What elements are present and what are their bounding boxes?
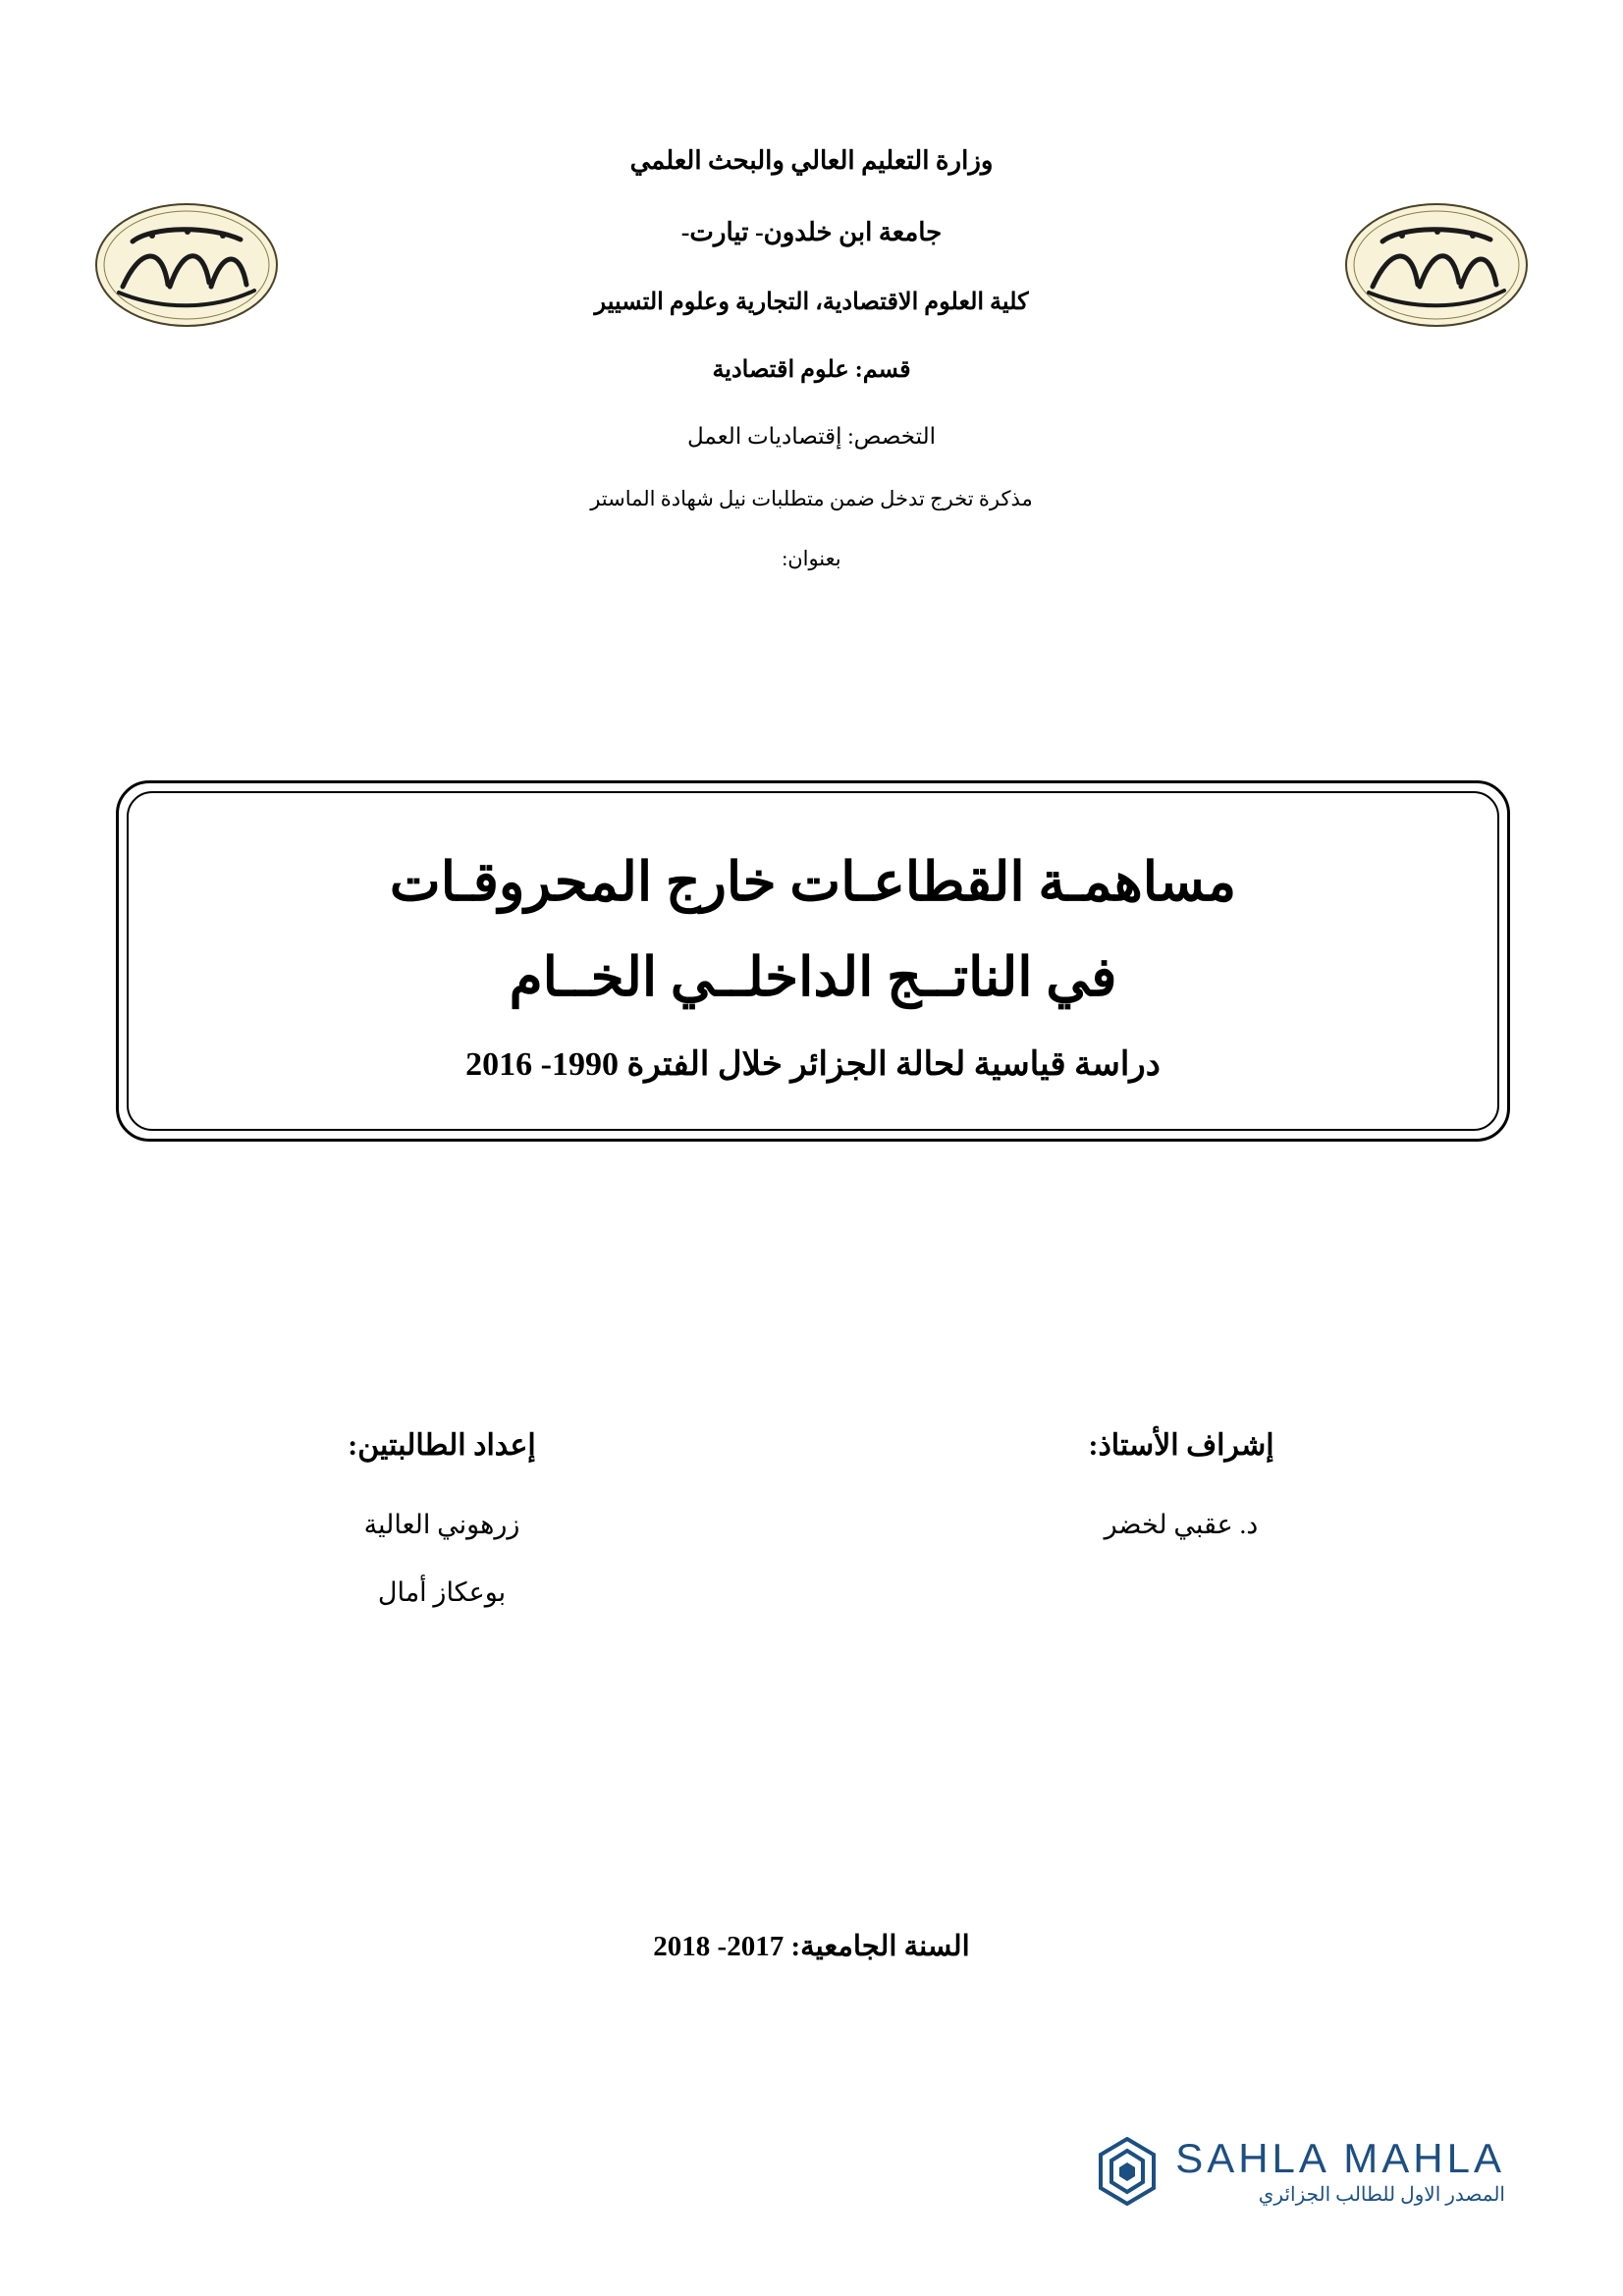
supervisor-name: د. عقبي لخضر xyxy=(1104,1510,1259,1539)
academic-year: السنة الجامعية: 2017- 2018 xyxy=(653,1931,970,1962)
thesis-title-inner xyxy=(127,791,1499,1131)
supervisor-heading: إشراف الأستاذ: xyxy=(1088,1429,1274,1462)
thesis-subtitle: دراسة قياسية لحالة الجزائر خلال الفترة 1990- 2016 xyxy=(465,1045,1161,1083)
watermark xyxy=(1097,2137,1505,2206)
watermark-text xyxy=(1175,2135,1505,2206)
students-heading: إعداد الطالبتين: xyxy=(348,1429,536,1462)
student-name-1: زرهوني العالية xyxy=(363,1510,520,1539)
watermark-title: SAHLA MAHLA xyxy=(1175,2135,1505,2181)
titled-label: بعنوان: xyxy=(782,547,841,571)
contributors-section xyxy=(0,1428,1623,1645)
students-block xyxy=(226,1428,658,1645)
department-line: قسم: علوم اقتصادية xyxy=(712,356,911,383)
thesis-title-line-1: مساهمـة القطاعـات خارج المحروقـات xyxy=(389,852,1237,912)
thesis-title-box xyxy=(116,780,1510,1142)
supervisor-block xyxy=(965,1428,1397,1645)
faculty-line: كلية العلوم الاقتصادية، التجارية وعلوم التسيير xyxy=(594,290,1029,316)
specialty-line: التخصص: إقتصاديات العمل xyxy=(687,423,936,449)
thesis-type-line: مذكرة تخرج تدخل ضمن متطلبات نيل شهادة الماستر xyxy=(590,487,1033,511)
university-line: جامعة ابن خلدون- تيارت- xyxy=(680,217,943,246)
ministry-line: وزارة التعليم العالي والبحث العلمي xyxy=(629,146,994,175)
student-name-2: بوعكاز أمال xyxy=(377,1577,507,1607)
thesis-title-line-2: في الناتــج الداخلــي الخــام xyxy=(509,946,1117,1007)
sahla-mahla-logo-icon xyxy=(1097,2137,1158,2206)
institution-header xyxy=(0,147,1623,608)
watermark-subtitle: المصدر الاول للطالب الجزائري xyxy=(1258,2184,1505,2206)
